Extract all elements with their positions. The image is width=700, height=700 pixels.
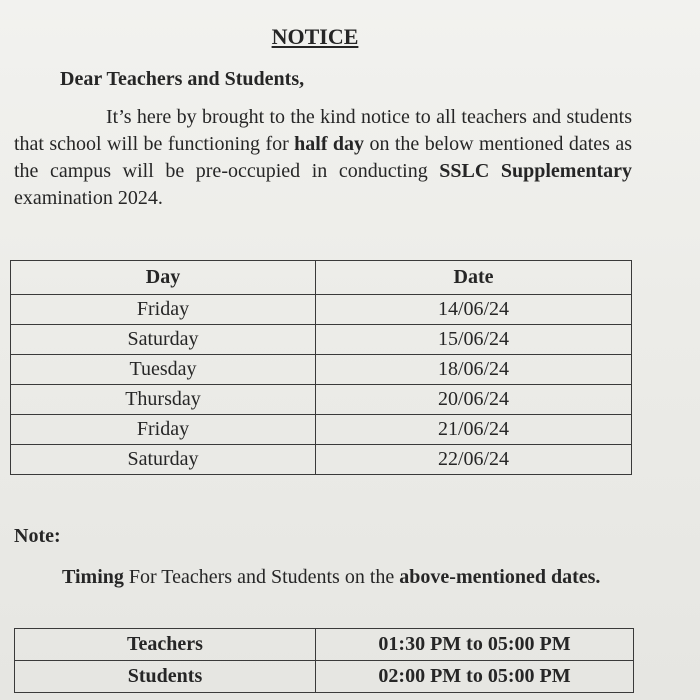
para-text-3: examination 2024. (14, 187, 163, 209)
cell-day: Thursday (11, 385, 316, 415)
table-row (15, 629, 634, 661)
table-header-row (11, 261, 632, 295)
cell-day: Saturday (11, 445, 316, 475)
para-text-1: It’s here by brought to the kind notice to all teachers and students that school will be functioning for (14, 106, 632, 155)
table-row (11, 385, 632, 415)
cell-day: Friday (11, 415, 316, 445)
cell-date: 15/06/24 (316, 325, 632, 355)
note-bold-dates: above-mentioned dates. (399, 566, 601, 588)
para-bold-half-day: half day (294, 133, 365, 155)
cell-date: 22/06/24 (316, 445, 632, 475)
cell-date: 20/06/24 (316, 385, 632, 415)
cell-who: Teachers (15, 629, 316, 661)
notice-paragraph (14, 104, 632, 212)
cell-date: 18/06/24 (316, 355, 632, 385)
salutation: Dear Teachers and Students, (60, 68, 305, 90)
note-bold-timing: Timing (62, 566, 124, 588)
note-heading: Note: (14, 525, 61, 547)
notice-title (0, 24, 630, 50)
table-row (11, 445, 632, 475)
note-paragraph (14, 564, 630, 591)
cell-date: 21/06/24 (316, 415, 632, 445)
cell-day: Friday (11, 295, 316, 325)
timing-table (14, 628, 634, 693)
para-text-2: on the below mentioned dates as the campus will be pre-occupied in conducting (14, 133, 632, 182)
header-day: Day (11, 261, 316, 295)
schedule-table (10, 260, 632, 475)
table-row (11, 295, 632, 325)
cell-time: 02:00 PM to 05:00 PM (316, 661, 634, 693)
table-row (11, 355, 632, 385)
table-row (11, 415, 632, 445)
cell-date: 14/06/24 (316, 295, 632, 325)
note-text: For Teachers and Students on the (123, 566, 400, 588)
cell-time: 01:30 PM to 05:00 PM (316, 629, 634, 661)
table-row (15, 661, 634, 693)
para-bold-sslc: SSLC Supplementary (439, 160, 632, 182)
header-date: Date (316, 261, 632, 295)
notice-title-text: NOTICE (271, 24, 359, 49)
cell-day: Saturday (11, 325, 316, 355)
table-row (11, 325, 632, 355)
cell-day: Tuesday (11, 355, 316, 385)
cell-who: Students (15, 661, 316, 693)
